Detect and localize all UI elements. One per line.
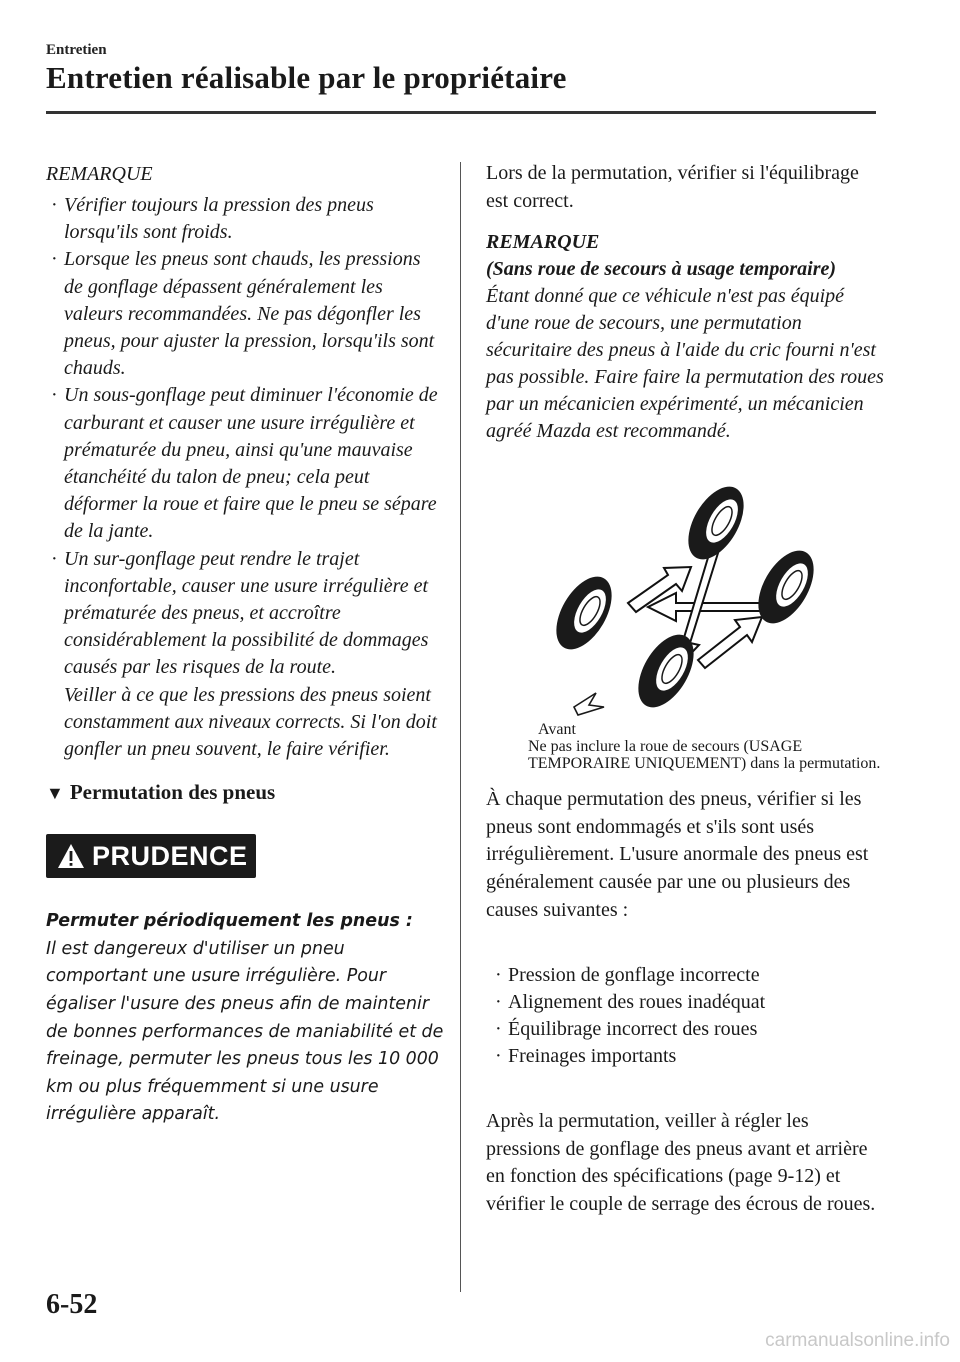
causes-list [486,962,886,1070]
bullet-icon: · [51,384,58,407]
bullet-icon: · [51,547,58,570]
triangle-down-icon: ▼ [46,783,64,804]
watermark: carmanualsonline.info [765,1330,950,1351]
list-item: · Alignement des roues inadéquat [486,989,886,1016]
bullet-icon: · [51,194,58,216]
list-item: · Pression de gonflage incorrecte [486,962,886,989]
bullet-icon: · [495,1045,502,1068]
section-label: Entretien [46,42,107,58]
caution-text: Il est dangereux d'utiliser un pneu comportant une usure irrégulière. Pour égaliser l'usure des pneus afin de maintenir de bonnes performances de maniabilité et de freinage, permuter les pneus tous les 10 000 km ou plus fréquemment si une usure irrégulière apparaît. [46,938,444,1125]
page-number: 6-52 [46,1289,98,1320]
section-heading: ▼ Permutation des pneus [46,777,444,808]
bullet-icon: · [495,991,502,1014]
tire-rear-left [545,568,623,659]
right-column [486,160,886,1219]
arrow-front-right-to-front-left [648,593,771,621]
tire-rear-right [627,626,705,717]
caution-lead: Permuter périodiquement les pneus : [46,911,413,932]
check-paragraph: À chaque permutation des pneus, vérifier si les pneus sont endommagés et s'ils sont usés irrégulièrement. L'usure anormale des pneus est généralement causée par une ou plusieurs des causes suivantes : [486,788,869,921]
note-title: REMARQUE [46,163,153,185]
bullet-icon: · [495,964,502,987]
note-body: Étant donné que ce véhicule n'est pas équipé d'une roue de secours, une permutation sécuritaire des pneus à l'aide du cric fourni n'est pas possible. Faire faire la permutation des roues par un mécanicien expérimenté, un mécanicien agréé Mazda est recommandé. [486,285,884,443]
caution-badge [46,834,256,878]
caption-text: Ne pas inclure la roue de secours (USAGE TEMPORAIRE UNIQUEMENT) dans la permutation. [528,738,881,773]
diagram-caption [528,721,886,772]
arrow-rear-right-to-front-right [698,617,762,668]
list-item-tail: Veiller à ce que les pressions des pneus soient constamment aux niveaux corrects. Si l'on doit gonfler un pneu souvent, le faire vérifier. [64,683,437,761]
tire-rotation-illustration [486,475,886,725]
list-item: · Un sous-gonflage peut diminuer l'économie de carburant et causer une usure irrégulière et prématurée du pneu, ainsi qu'une mauvaise étanchéité du talon de pneu; cela peut déformer la roue et faire que le pneu se sépare de la jante. [51,384,438,543]
tire-rotation-diagram [486,475,886,725]
caution-body [46,908,444,1129]
front-label: Avant [538,721,576,739]
list-item: · Vérifier toujours la pression des pneus lorsqu'ils sont froids. [51,194,374,244]
bullet-icon: · [51,248,58,271]
caution-label: PRUDENCE [92,840,248,871]
page-title: Entretien réalisable par le propriétaire [46,60,567,95]
list-item: · Lorsque les pneus sont chauds, les pressions de gonflage dépassent généralement les valeurs recommandées. Ne pas dégonfler les pneus, pour ajuster la pression, lorsqu'ils sont chauds. [51,248,435,380]
note-list [46,192,444,763]
note-subtitle: (Sans roue de secours à usage temporaire) [486,258,837,281]
intro-paragraph: Lors de la permutation, vérifier si l'équilibrage est correct. [486,162,859,212]
left-column [46,160,444,1129]
front-direction-icon [574,693,604,715]
warning-icon [56,842,86,870]
after-paragraph: Après la permutation, veiller à régler les pressions de gonflage des pneus avant et arrière en fonction des spécifications (page 9-12) et vérifier le couple de serrage des écrous de roues. [486,1110,876,1215]
list-item: · Freinages importants [486,1043,886,1070]
header-rule [46,111,876,114]
note-title: REMARQUE [486,231,600,254]
bullet-icon: · [495,1018,502,1041]
list-item: · Équilibrage incorrect des roues [486,1016,886,1043]
column-divider [460,162,461,1292]
list-item: · Un sur-gonflage peut rendre le trajet inconfortable, causer une usure irrégulière et prématurée des pneus, et accroître considérablement la possibilité de dommages causés par les risques de la route. Veiller à ce que les pressions des pneus soient constamment aux niveaux corrects. Si l'on doit gonfler un pneu souvent, le faire vérifier. [46,546,444,764]
